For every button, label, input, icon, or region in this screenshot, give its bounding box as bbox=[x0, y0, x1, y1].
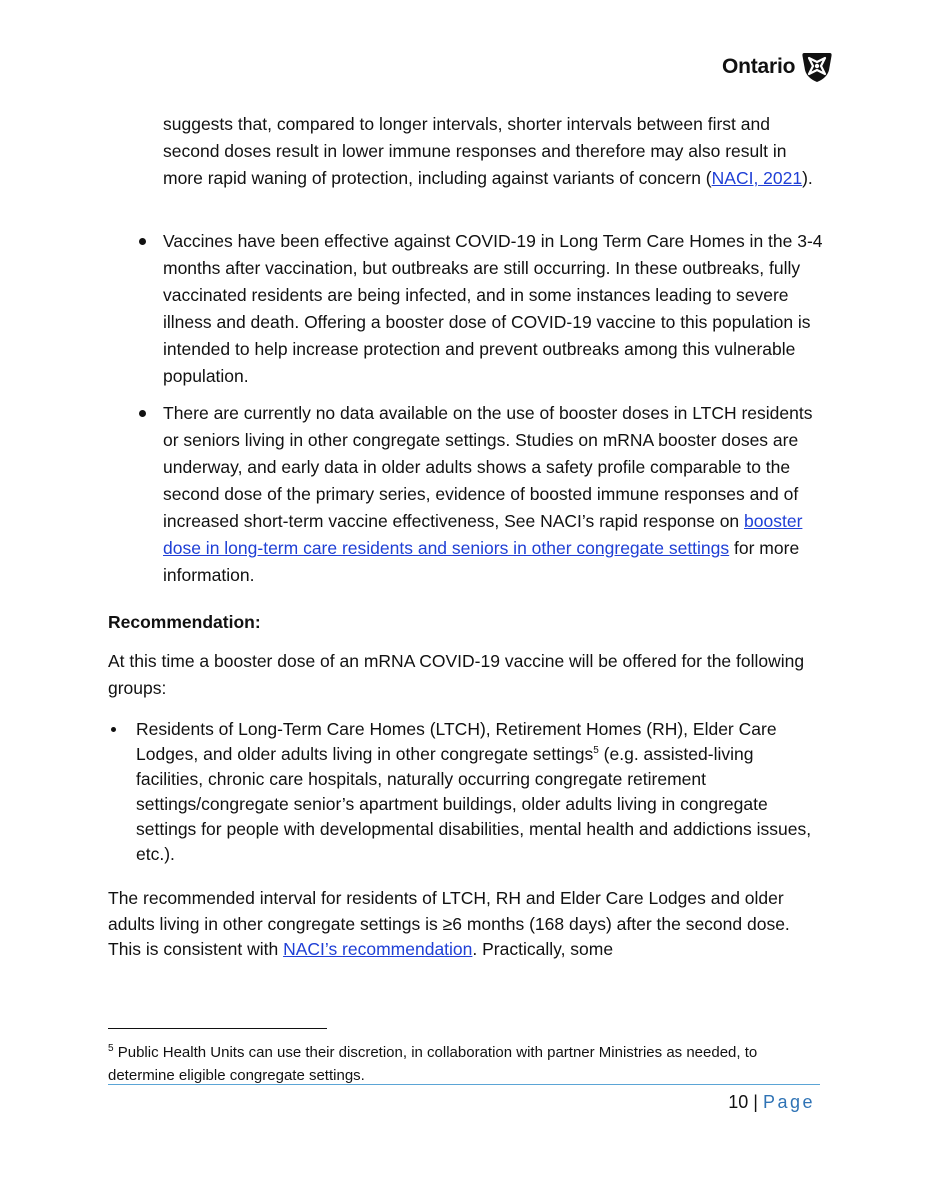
recommendation-item-text: Residents of Long-Term Care Homes (LTCH), Retirement Homes (RH), Elder Care Lodges, and older adults living in other congregate settings bbox=[136, 719, 777, 764]
footnote-reference[interactable]: 5 bbox=[593, 745, 599, 757]
page-label: Page bbox=[762, 1092, 815, 1112]
interval-paragraph bbox=[108, 886, 808, 963]
continuation-text-end: ). bbox=[802, 168, 813, 188]
bullet-list bbox=[135, 228, 825, 599]
ontario-logo bbox=[722, 50, 834, 84]
logo-text: Ontario bbox=[722, 55, 796, 78]
footer-divider bbox=[108, 1084, 820, 1085]
booster-dose-link[interactable]: booster dose in long-term care residents and seniors in other congregate settings bbox=[163, 511, 803, 558]
recommendation-intro: At this time a booster dose of an mRNA COVID-19 vaccine will be offered for the following groups: bbox=[108, 651, 805, 698]
recommendation-list bbox=[108, 717, 818, 867]
page-separator: | bbox=[748, 1092, 763, 1112]
bullet-icon bbox=[111, 727, 116, 732]
page-number bbox=[728, 1090, 815, 1114]
footnote-text: Public Health Units can use their discretion, in collaboration with partner Ministries as needed, to determine eligible congregate settings. bbox=[108, 1044, 758, 1084]
recommendation-heading: Recommendation: bbox=[108, 612, 261, 632]
footnote-number: 5 bbox=[108, 1043, 114, 1054]
bullet-text-end: for more information. bbox=[163, 538, 800, 585]
list-item bbox=[108, 717, 818, 867]
naci-2021-link[interactable]: NACI, 2021 bbox=[711, 168, 803, 188]
interval-text-end: . Practically, some bbox=[472, 939, 614, 959]
ontario-trillium-icon bbox=[800, 50, 834, 84]
continuation-text: suggests that, compared to longer intervals, shorter intervals between first and second doses result in lower immune responses and therefore may also result in more rapid waning of protection, including against variants of concern ( bbox=[163, 114, 787, 188]
footnote-divider bbox=[108, 1028, 327, 1029]
recommendation-item-text-end: (e.g. assisted-living facilities, chronic care hospitals, naturally occurring congregate retirement settings/congregate senior’s apartment buildings, older adults living in congregate settings for people with developmental disabilities, mental health and addictions issues, etc.). bbox=[136, 744, 812, 864]
list-item bbox=[135, 400, 825, 589]
bullet-text: There are currently no data available on the use of booster doses in LTCH residents or seniors living in other congregate settings. Studies on mRNA booster doses are underway, and early data in older adults shows a safety profile comparable to the second dose of the primary series, evidence of boosted immune responses and of increased short-term vaccine effectiveness, See NACI’s rapid response on bbox=[163, 403, 813, 531]
bullet-icon bbox=[139, 410, 146, 417]
bullet-icon bbox=[139, 238, 146, 245]
interval-text: The recommended interval for residents of LTCH, RH and Elder Care Lodges and older adults living in other congregate settings is ≥6 months (168 days) after the second dose. This is consistent with bbox=[108, 888, 790, 959]
page-number-value: 10 bbox=[728, 1092, 749, 1112]
footnote bbox=[108, 1041, 808, 1087]
list-item bbox=[135, 228, 825, 390]
naci-recommendation-link[interactable]: NACI’s recommendation bbox=[283, 939, 473, 959]
continuation-paragraph bbox=[163, 111, 823, 192]
bullet-text: Vaccines have been effective against COVID-19 in Long Term Care Homes in the 3-4 months after vaccination, but outbreaks are still occurring. In these outbreaks, fully vaccinated residents are being infected, and in some instances leading to severe illness and death. Offering a booster dose of COVID-19 vaccine to this population is intended to help increase protection and prevent outbreaks among this vulnerable population. bbox=[163, 231, 823, 386]
